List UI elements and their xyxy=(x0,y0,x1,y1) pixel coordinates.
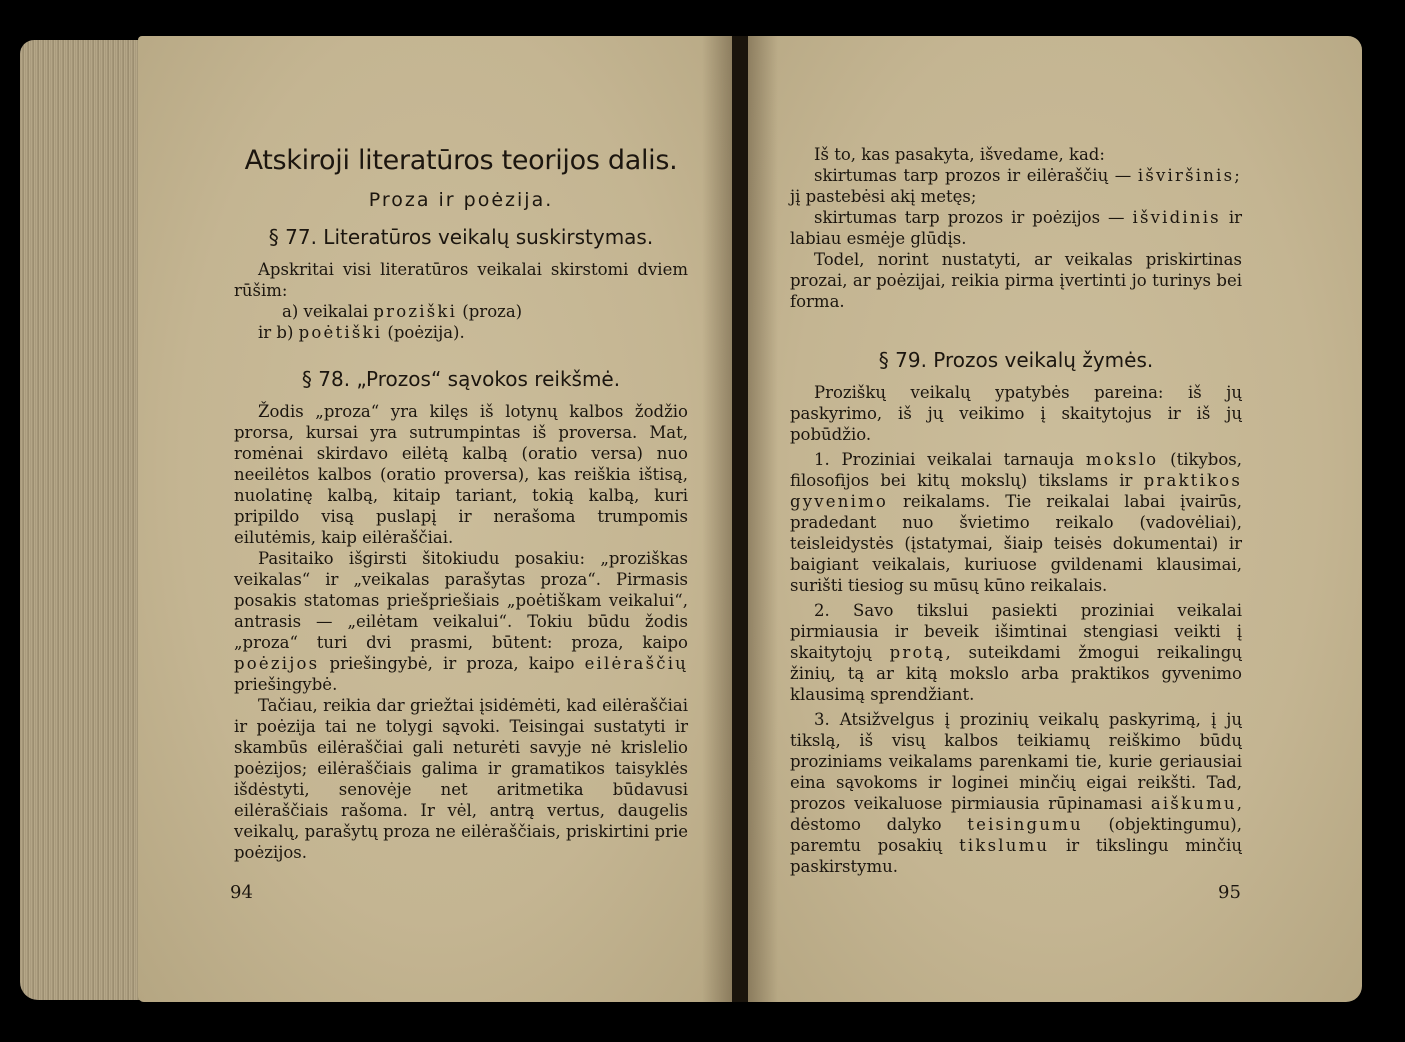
left-page xyxy=(138,36,732,1002)
p4-b: , dėstomo dalyko xyxy=(790,794,1242,834)
s79-paragraph-3 xyxy=(790,600,1242,705)
p2-mid: priešingybė, ir proza, kaipo xyxy=(319,654,585,673)
p2-spaced-2: eilėraščių xyxy=(584,654,688,673)
left-page-content xyxy=(234,144,688,863)
p2-text: Pasitaiko išgirsti šitokiudu posakiu: „proziškas veikalas“ ir „veikalas parašytas proza“. Pirmasis posakis statomas priešpriešiais „poėtiškam veikalui“, antrasis — „eilėtam veikalui“. Tokiu būdu žodis „proza“ turi dvi prasmi, būtent: proza, kaipo xyxy=(234,549,688,652)
page-edges xyxy=(20,40,148,1000)
p2-c: reikalams. Tie reikalai labai įvairūs, pradedant nuo švietimo reikalo (vadovėliai), teisleidystės (įstatymai, šiaip teisės dokumentai) ir baigiant veikalais, kuriuose gvildenami klausimai, surišti tiesiog su mūsų kūno reikalais. xyxy=(790,492,1242,595)
r2-pre: skirtumas tarp prozos ir eilėraščių — xyxy=(814,166,1138,185)
list-item-a xyxy=(282,301,688,322)
p2-s1: mokslo xyxy=(1085,450,1159,469)
p4-s3: tikslumu xyxy=(959,836,1050,855)
p4-s1: aiškumu xyxy=(1150,794,1237,813)
p4-d: ir tikslingu minčių paskirstymu. xyxy=(790,836,1242,876)
p4-c: (objektingumu), paremtu posakių xyxy=(790,815,1242,855)
conclusion-paragraph: Todel, norint nustatyti, ar veikalas priskirtinas prozai, ar poėzijai, reikia pirma įvertinti jo turinys bei forma. xyxy=(790,250,1242,311)
conclusion-point-1 xyxy=(790,165,1242,207)
list-item-b xyxy=(258,322,688,343)
r3-post: ir labiau esmėje glūdįs. xyxy=(790,208,1242,248)
subtitle: Proza ir poėzija. xyxy=(368,189,554,211)
conclusion-point-2 xyxy=(790,207,1242,249)
gutter-shadow xyxy=(702,36,732,1002)
p2-s2: praktikos gyvenimo xyxy=(790,471,1242,511)
page-number: 94 xyxy=(230,882,253,903)
p3-s1: protą xyxy=(889,643,946,662)
gutter-shadow xyxy=(748,36,778,1002)
s78-paragraph-2 xyxy=(234,548,688,695)
s78-paragraph-3: Tačiau, reikia dar griežtai įsidėmėti, kad eilėraščiai ir poėzija tai ne tolygi sąvoki. Teisingai sustatyti ir skambūs eilėraščiai gali neturėti savyje nė krislelio poėzijos; eilėraščiais galima ir gramatikos taisyklės išdėstyti, senovėje net aritmetika būdavusi eilėraščiais rašoma. Ir vėl, antrą vertus, daugelis veikalų, parašytų proza ne eilėraščiais, priskirtini prie poėzijos. xyxy=(234,696,688,862)
p2-spaced-1: poėzijos xyxy=(234,654,320,673)
list-b-post: (poėzija). xyxy=(382,323,465,342)
p3-b: , suteikdami žmogui reikalingų žinių, tą ar kitą mokslo arba praktikos gyvenimo klausimą sprendžiant. xyxy=(790,643,1242,704)
r3-pre: skirtumas tarp prozos ir poėzijos — xyxy=(814,208,1133,227)
section-77-title: § 77. Literatūros veikalų suskirstymas. xyxy=(268,225,654,249)
right-page-content xyxy=(790,144,1242,877)
p3-a: 2. Savo tikslui pasiekti proziniai veikalai pirmiausia ir beveik išimtinai stengiasi veikti į skaitytojų xyxy=(790,601,1242,662)
list-b-spaced: poėtiški xyxy=(298,323,383,342)
s79-paragraph-4 xyxy=(790,709,1242,877)
p4-a: 3. Atsižvelgus į prozinių veikalų paskyrimą, į jų tikslą, iš visų kalbos teikiamų reiškimo būdų proziniams veikalams parenkami tie, kurie geriausiai eina sąvokoms ir loginei minčių eigai reikšti. Tad, prozos veikaluose pirmiausia rūpinamasi xyxy=(790,710,1242,813)
s78-paragraph-1: Žodis „proza“ yra kilęs iš lotynų kalbos žodžio prorsa, kursai yra sutrumpintas iš proversa. Mat, romėnai skirdavo eilėtą kalbą (oratio versa) nuo neeilėtos kalbos (oratio proversa), kas reiškia ištisą, nuolatinę kalbą, kitaip tariant, tokią kalbą, kuri pripildo visą puslapį ir nerašoma trumpomis eilutėmis, kaip eilėraščiai. xyxy=(234,402,688,547)
p2-b: (tikybos, filosofijos bei kitų mokslų) tikslams ir xyxy=(790,450,1243,490)
section-79-title: § 79. Prozos veikalų žymės. xyxy=(878,348,1154,372)
chapter-title: Atskiroji literatūros teorijos dalis. xyxy=(244,145,678,176)
conclusion-line: Iš to, kas pasakyta, išvedame, kad: xyxy=(814,145,1105,164)
list-a-pre: a) veikalai xyxy=(282,302,374,321)
list-a-post: (proza) xyxy=(457,302,523,321)
list-a-spaced: proziški xyxy=(373,302,458,321)
section-78-title: § 78. „Prozos“ sąvokos reikšmė. xyxy=(301,367,621,391)
s77-intro: Apskritai visi literatūros veikalai skirstomi dviem rūšim: xyxy=(234,260,688,300)
page-number: 95 xyxy=(1218,882,1241,903)
s79-paragraph-1: Proziškų veikalų ypatybės pareina: iš jų paskyrimo, iš jų veikimo į skaitytojus ir iš jų pobūdžio. xyxy=(790,383,1242,444)
p2-a: 1. Proziniai veikalai tarnauja xyxy=(814,450,1086,469)
r3-spaced: išvidinis xyxy=(1132,208,1221,227)
r2-post: jį pastebėsi akį metęs; xyxy=(790,187,977,206)
right-page xyxy=(748,36,1362,1002)
r2-spaced: išviršinis; xyxy=(1137,166,1242,185)
p2-end: priešingybė. xyxy=(234,675,338,694)
s79-paragraph-2 xyxy=(790,449,1242,596)
p4-s2: teisingumu xyxy=(967,815,1083,834)
book-spine xyxy=(732,36,748,1002)
list-b-pre: ir b) xyxy=(258,323,299,342)
